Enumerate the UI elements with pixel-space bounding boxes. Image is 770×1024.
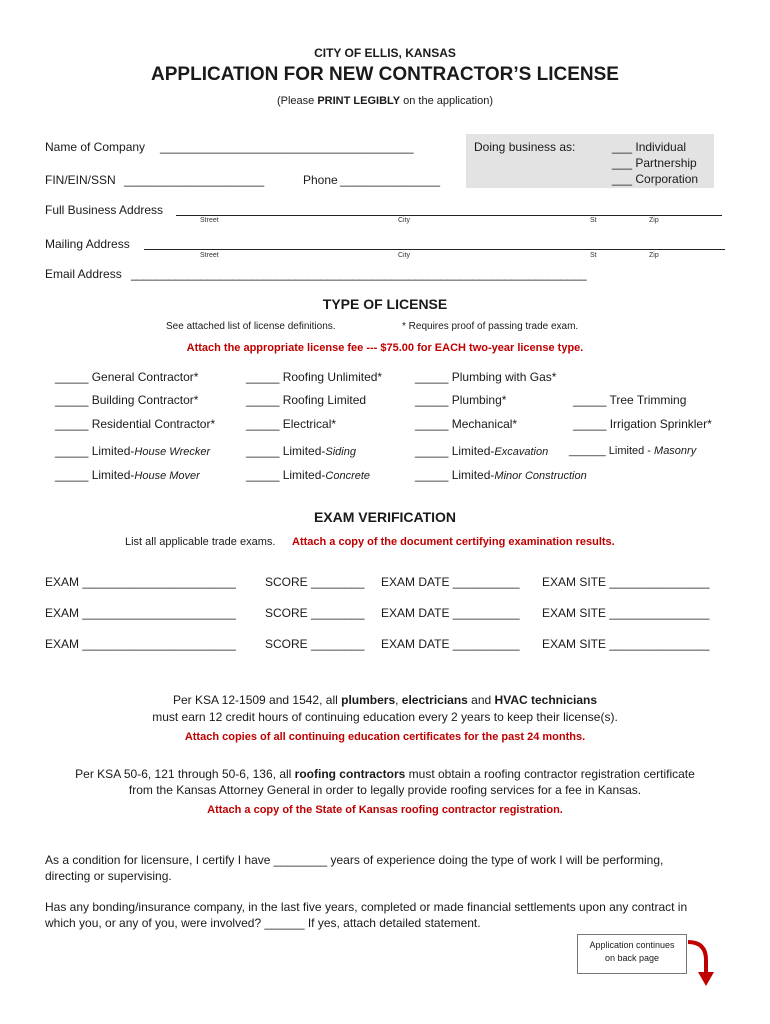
exam-attach-note: Attach a copy of the document certifying examination results.	[292, 536, 615, 548]
mailing-address-label: Mailing Address	[45, 237, 130, 251]
score-field[interactable]: SCORE ________	[265, 637, 365, 651]
ce-requirement-line2: must earn 12 credit hours of continuing education every 2 years to keep their license(s).	[152, 710, 618, 724]
option-partnership[interactable]: ___ Partnership	[612, 156, 697, 170]
business-address-field[interactable]	[176, 215, 722, 216]
license-general-contractor[interactable]: _____ General Contractor*	[55, 370, 199, 384]
exam-date-field[interactable]: EXAM DATE __________	[381, 606, 520, 620]
address-city-hint: City	[398, 217, 411, 224]
license-residential-contractor[interactable]: _____ Residential Contractor*	[55, 417, 216, 431]
license-limited-siding[interactable]: _____ Limited-Siding	[246, 444, 356, 458]
address-state-hint: St	[590, 217, 597, 224]
address-street-hint: Street	[200, 217, 219, 224]
exam-field[interactable]: EXAM _______________________	[45, 637, 236, 651]
company-name-field[interactable]: ______________________________________	[160, 140, 414, 154]
roofing-requirement-line1: Per KSA 50-6, 121 through 50-6, 136, all roofing contractors must obtain a roofing contractor registration certificate	[75, 767, 695, 781]
phone-field[interactable]: _______________	[340, 173, 441, 187]
license-fee-note: Attach the appropriate license fee --- $75.00 for EACH two-year license type.	[186, 342, 584, 354]
license-limited-masonry[interactable]: ______ Limited - Masonry	[569, 445, 697, 457]
option-corporation[interactable]: ___ Corporation	[612, 172, 699, 186]
dba-label: Doing business as:	[474, 140, 576, 154]
mailing-city-hint: City	[398, 252, 411, 259]
email-label: Email Address	[45, 267, 122, 281]
fin-label: FIN/EIN/SSN	[45, 173, 116, 187]
email-field[interactable]: ________________________________________________________________________	[131, 267, 587, 281]
license-building-contractor[interactable]: _____ Building Contractor*	[55, 393, 199, 407]
license-electrical[interactable]: _____ Electrical*	[246, 417, 337, 431]
experience-statement-cont: directing or supervising.	[45, 869, 172, 883]
exam-site-field[interactable]: EXAM SITE _______________	[542, 575, 710, 589]
license-limited-house-wrecker[interactable]: _____ Limited-House Wrecker	[55, 444, 211, 458]
page-title: APPLICATION FOR NEW CONTRACTOR’S LICENSE	[151, 64, 619, 85]
license-roofing-limited[interactable]: _____ Roofing Limited	[246, 393, 367, 407]
ce-attach-note: Attach copies of all continuing education certificates for the past 24 months.	[184, 731, 586, 743]
city-name: CITY OF ELLIS, KANSAS	[314, 46, 456, 60]
mailing-street-hint: Street	[200, 252, 219, 259]
continues-note-line2: on back page	[604, 953, 660, 963]
phone-label: Phone	[303, 173, 338, 187]
license-limited-house-mover[interactable]: _____ Limited-House Mover	[55, 468, 200, 482]
ce-requirement-line1: Per KSA 12-1509 and 1542, all plumbers, electricians and HVAC technicians	[172, 693, 598, 707]
arrow-down-icon	[682, 938, 722, 990]
exam-site-field[interactable]: EXAM SITE _______________	[542, 637, 710, 651]
option-individual[interactable]: ___ Individual	[612, 140, 687, 154]
bonding-question-cont: which you, or any of you, were involved? ______ If yes, attach detailed statement.	[45, 916, 481, 930]
exam-site-field[interactable]: EXAM SITE _______________	[542, 606, 710, 620]
exam-field[interactable]: EXAM _______________________	[45, 606, 236, 620]
license-roofing-unlimited[interactable]: _____ Roofing Unlimited*	[246, 370, 383, 384]
continues-note	[577, 934, 687, 974]
address-zip-hint: Zip	[649, 217, 659, 224]
roofing-attach-note: Attach a copy of the State of Kansas roofing contractor registration.	[207, 804, 563, 816]
fin-field[interactable]: _____________________	[124, 173, 265, 187]
license-limited-concrete[interactable]: _____ Limited-Concrete	[246, 468, 371, 482]
business-address-label: Full Business Address	[45, 203, 164, 217]
license-mechanical[interactable]: _____ Mechanical*	[415, 417, 518, 431]
score-field[interactable]: SCORE ________	[265, 606, 365, 620]
license-tree-trimming[interactable]: _____ Tree Trimming	[573, 393, 687, 407]
exam-list-note: List all applicable trade exams.	[125, 536, 276, 548]
exam-date-field[interactable]: EXAM DATE __________	[381, 637, 520, 651]
trade-exam-note: * Requires proof of passing trade exam.	[402, 321, 579, 332]
license-plumbing[interactable]: _____ Plumbing*	[415, 393, 507, 407]
license-limited-excavation[interactable]: _____ Limited-Excavation	[415, 444, 549, 458]
company-name-label: Name of Company	[45, 140, 146, 154]
score-field[interactable]: SCORE ________	[265, 575, 365, 589]
print-instruction: (Please PRINT LEGIBLY on the application)	[276, 95, 494, 107]
mailing-zip-hint: Zip	[649, 252, 659, 259]
exam-field[interactable]: EXAM _______________________	[45, 575, 236, 589]
license-heading: TYPE OF LICENSE	[322, 296, 448, 312]
license-irrigation-sprinkler[interactable]: _____ Irrigation Sprinkler*	[573, 417, 712, 431]
license-limited-minor-construction[interactable]: _____ Limited-Minor Construction	[415, 468, 587, 482]
roofing-requirement-line2: from the Kansas Attorney General in order to legally provide roofing services for a fee in Kansas.	[128, 783, 642, 797]
exam-heading: EXAM VERIFICATION	[313, 509, 457, 525]
exam-date-field[interactable]: EXAM DATE __________	[381, 575, 520, 589]
bonding-question: Has any bonding/insurance company, in the last five years, completed or made financial settlements upon any contract in	[45, 900, 688, 914]
license-definitions-note: See attached list of license definitions.	[166, 321, 336, 332]
mailing-address-field[interactable]	[144, 249, 725, 250]
continues-note-line1: Application continues	[589, 940, 675, 950]
license-plumbing-with-gas[interactable]: _____ Plumbing with Gas*	[415, 370, 557, 384]
mailing-state-hint: St	[590, 252, 597, 259]
experience-statement: As a condition for licensure, I certify I have ________ years of experience doing the type of work I will be performing,	[45, 853, 664, 867]
